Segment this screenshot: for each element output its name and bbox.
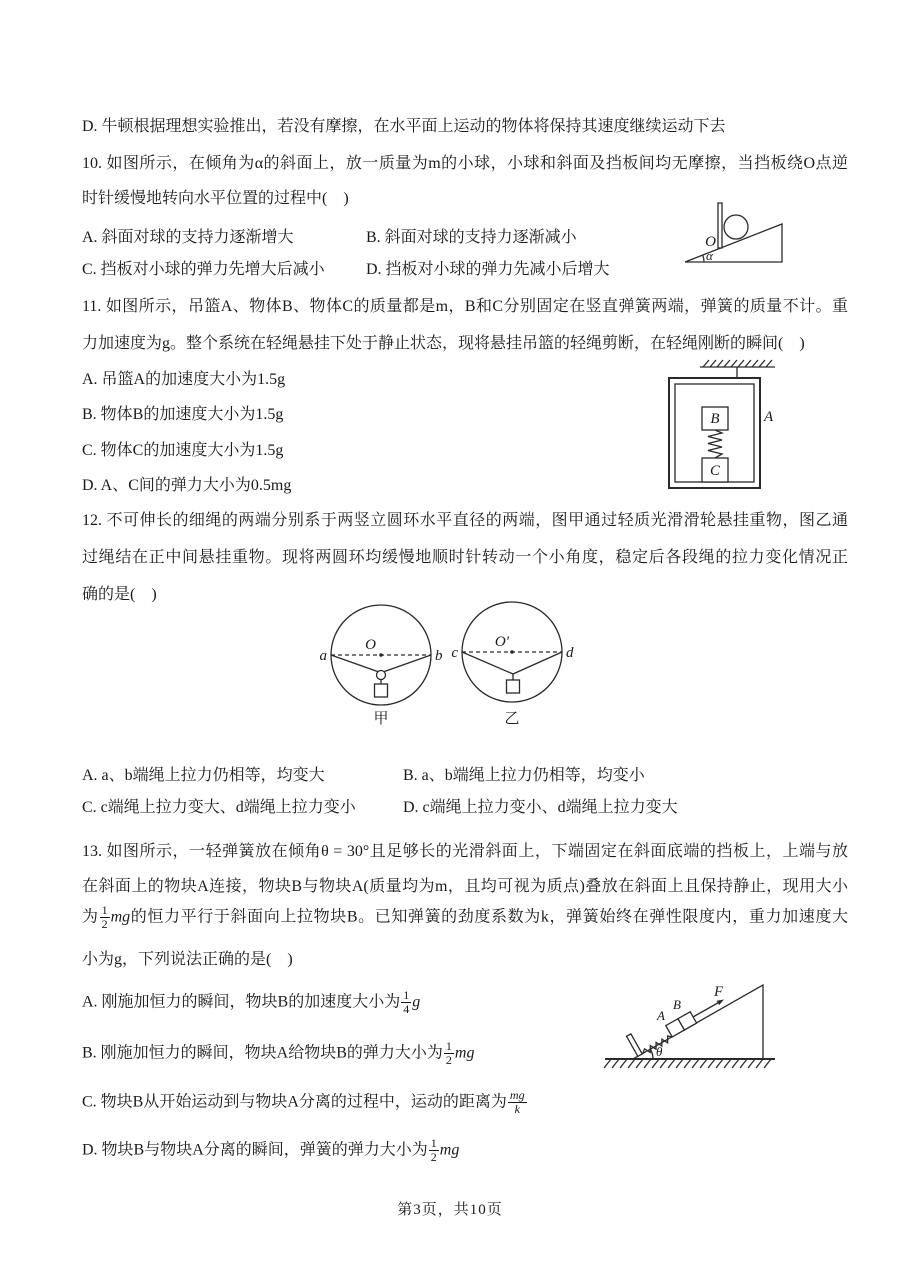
vertical-board bbox=[718, 203, 722, 248]
weight-yi bbox=[507, 680, 520, 693]
q12-option-d: D. c端绳上拉力变小、d端绳上拉力变大 bbox=[403, 799, 678, 816]
q13-optd-text: D. 物块B与物块A分离的瞬间，弹簧的弹力大小为 bbox=[82, 1141, 428, 1159]
q13-option-b bbox=[82, 1040, 474, 1067]
q13-option-d bbox=[82, 1137, 459, 1164]
stop-board bbox=[627, 1034, 643, 1056]
q11-option-b: B. 物体B的加速度大小为1.5g bbox=[82, 406, 284, 423]
angle-arc bbox=[703, 255, 705, 263]
q13-optc-fraction bbox=[508, 1089, 527, 1116]
force-arrow-line bbox=[693, 1002, 720, 1017]
fraction-denominator: 2 bbox=[430, 1150, 437, 1165]
point-b-label: b bbox=[435, 648, 443, 664]
q13-stem3-fraction bbox=[100, 904, 110, 931]
q13-optb-text: B. 刚施加恒力的瞬间，物块A给物块B的弹力大小为 bbox=[82, 1044, 443, 1062]
center-o-prime-label: O′ bbox=[494, 634, 509, 650]
fraction-numerator: 1 bbox=[445, 1039, 452, 1053]
q13-stem-line1: 13. 如图所示，一轻弹簧放在倾角θ = 30°且足够长的光滑斜面上，下端固定在斜面底端的挡板上，上端与放 bbox=[82, 843, 848, 860]
alpha-label: α bbox=[706, 248, 713, 263]
q13-stem-line4: 小为g，下列说法正确的是( ) bbox=[82, 951, 293, 968]
q13-option-c bbox=[82, 1089, 528, 1116]
q13-stem3-post: 的恒力平行于斜面向上拉物块B。已知弹簧的劲度系数为k，弹簧始终在弹性限度内，重力加速度大 bbox=[130, 908, 848, 926]
q9-option-d: D. 牛顿根据理想实验推出，若没有摩擦，在水平面上运动的物体将保持其速度继续运动下去 bbox=[82, 118, 726, 135]
q13-stem3-mid: mg bbox=[110, 908, 131, 926]
q11-figure-basket-spring bbox=[655, 353, 790, 503]
fraction-numerator: 1 bbox=[403, 988, 410, 1002]
spring-coil bbox=[708, 430, 722, 458]
q11-option-c: C. 物体C的加速度大小为1.5g bbox=[82, 442, 284, 459]
center-o-label: O bbox=[365, 637, 376, 653]
ring-yi-caption: 乙 bbox=[504, 711, 520, 727]
q13-opta-var: g bbox=[412, 993, 421, 1011]
q13-opta-fraction bbox=[401, 989, 411, 1016]
point-d-label: d bbox=[566, 645, 574, 661]
fraction-numerator: mg bbox=[509, 1088, 525, 1102]
fraction-denominator: 2 bbox=[445, 1053, 452, 1068]
q12-option-c: C. c端绳上拉力变大、d端绳上拉力变小 bbox=[82, 799, 356, 816]
q13-figure-incline-spring bbox=[595, 973, 800, 1078]
q12-stem-line3: 确的是( ) bbox=[82, 586, 157, 603]
ball bbox=[724, 215, 748, 239]
q12-option-b: B. a、b端绳上拉力仍相等，均变小 bbox=[403, 767, 645, 784]
point-a-label: a bbox=[319, 648, 327, 664]
q13-optd-fraction bbox=[429, 1137, 439, 1164]
q12-stem-line2: 过绳结在正中间悬挂重物。现将两圆环均缓慢地顺时针转动一个小角度，稳定后各段绳的拉力变化情况正 bbox=[82, 549, 848, 566]
block-b-label: B bbox=[710, 411, 720, 427]
rope-b-to-pulley bbox=[383, 655, 431, 672]
angle-arc bbox=[650, 1049, 653, 1059]
basket-a-label: A bbox=[764, 409, 774, 425]
fraction-denominator: 2 bbox=[101, 917, 108, 932]
q13-option-a bbox=[82, 989, 420, 1016]
q11-option-d: D. A、C间的弹力大小为0.5mg bbox=[82, 477, 292, 494]
q11-stem-line2: 力加速度为g。整个系统在轻绳悬挂下处于静止状态，现将悬挂吊篮的轻绳剪断，在轻绳刚断的瞬间( ) bbox=[82, 335, 805, 352]
page-number-footer: 第3页，共10页 bbox=[397, 1202, 503, 1218]
incline-triangle bbox=[633, 985, 763, 1059]
q11-option-a: A. 吊篮A的加速度大小为1.5g bbox=[82, 371, 286, 388]
q13-optb-var: mg bbox=[454, 1044, 475, 1062]
q10-option-a: A. 斜面对球的支持力逐渐增大 bbox=[82, 229, 294, 246]
q10-stem-line1: 10. 如图所示，在倾角为α的斜面上，放一质量为m的小球，小球和斜面及挡板间均无摩擦，当挡板绕O点逆 bbox=[82, 155, 848, 172]
force-f-label: F bbox=[714, 984, 724, 1000]
q10-option-d: D. 挡板对小球的弹力先减小后增大 bbox=[366, 261, 610, 278]
ring-jia-caption: 甲 bbox=[373, 711, 389, 727]
block-b-label: B bbox=[673, 997, 681, 1012]
q10-option-c: C. 挡板对小球的弹力先增大后减小 bbox=[82, 261, 325, 278]
q13-stem3-pre: 为 bbox=[82, 908, 99, 926]
fraction-numerator: 1 bbox=[101, 903, 108, 917]
center-o-dot bbox=[379, 653, 383, 657]
q12-stem-line1: 12. 不可伸长的细绳的两端分别系于两竖立圆环水平直径的两端，图甲通过轻质光滑滑轮悬挂重物，图乙通 bbox=[82, 512, 848, 529]
rope-c-to-knot bbox=[462, 652, 513, 674]
q10-stem-line2: 时针缓慢地转向水平位置的过程中( ) bbox=[82, 190, 349, 207]
q13-opta-text: A. 刚施加恒力的瞬间，物块B的加速度大小为 bbox=[82, 993, 401, 1011]
point-o-label: O bbox=[705, 234, 716, 250]
q13-optc-text: C. 物块B从开始运动到与物块A分离的过程中，运动的距离为 bbox=[82, 1093, 507, 1111]
fraction-denominator: 4 bbox=[403, 1002, 410, 1017]
q13-stem-line2: 在斜面上的物块A连接，物块B与物块A(质量均为m，且均可视为质点)叠放在斜面上且保持静止，现用大小 bbox=[82, 878, 848, 895]
q12-option-a: A. a、b端绳上拉力仍相等，均变大 bbox=[82, 767, 325, 784]
weight-jia bbox=[375, 684, 388, 697]
q13-optd-var: mg bbox=[439, 1141, 460, 1159]
q10-option-b: B. 斜面对球的支持力逐渐减小 bbox=[366, 229, 577, 246]
pulley bbox=[377, 671, 386, 680]
fraction-numerator: 1 bbox=[430, 1136, 437, 1150]
block-c-label: C bbox=[709, 463, 721, 479]
theta-label: θ bbox=[656, 1044, 663, 1059]
ground-hatch bbox=[604, 1059, 771, 1068]
q13-optb-fraction bbox=[444, 1040, 454, 1067]
ceiling-hatch bbox=[703, 360, 772, 367]
force-arrow-head bbox=[717, 1000, 724, 1006]
rope-d-to-knot bbox=[513, 652, 562, 674]
fraction-denominator: k bbox=[514, 1102, 520, 1117]
center-o-prime-dot bbox=[510, 650, 514, 654]
point-c-label: c bbox=[451, 645, 458, 661]
q10-figure-incline-ball bbox=[670, 183, 795, 268]
q12-figure-two-rings bbox=[310, 593, 600, 728]
rope-a-to-pulley bbox=[331, 655, 379, 672]
block-a-label: A bbox=[657, 1008, 665, 1023]
q11-stem-line1: 11. 如图所示，吊篮A、物体B、物体C的质量都是m，B和C分别固定在竖直弹簧两端，弹簧的质量不计。重 bbox=[82, 298, 848, 315]
q13-stem-line3 bbox=[82, 904, 848, 931]
